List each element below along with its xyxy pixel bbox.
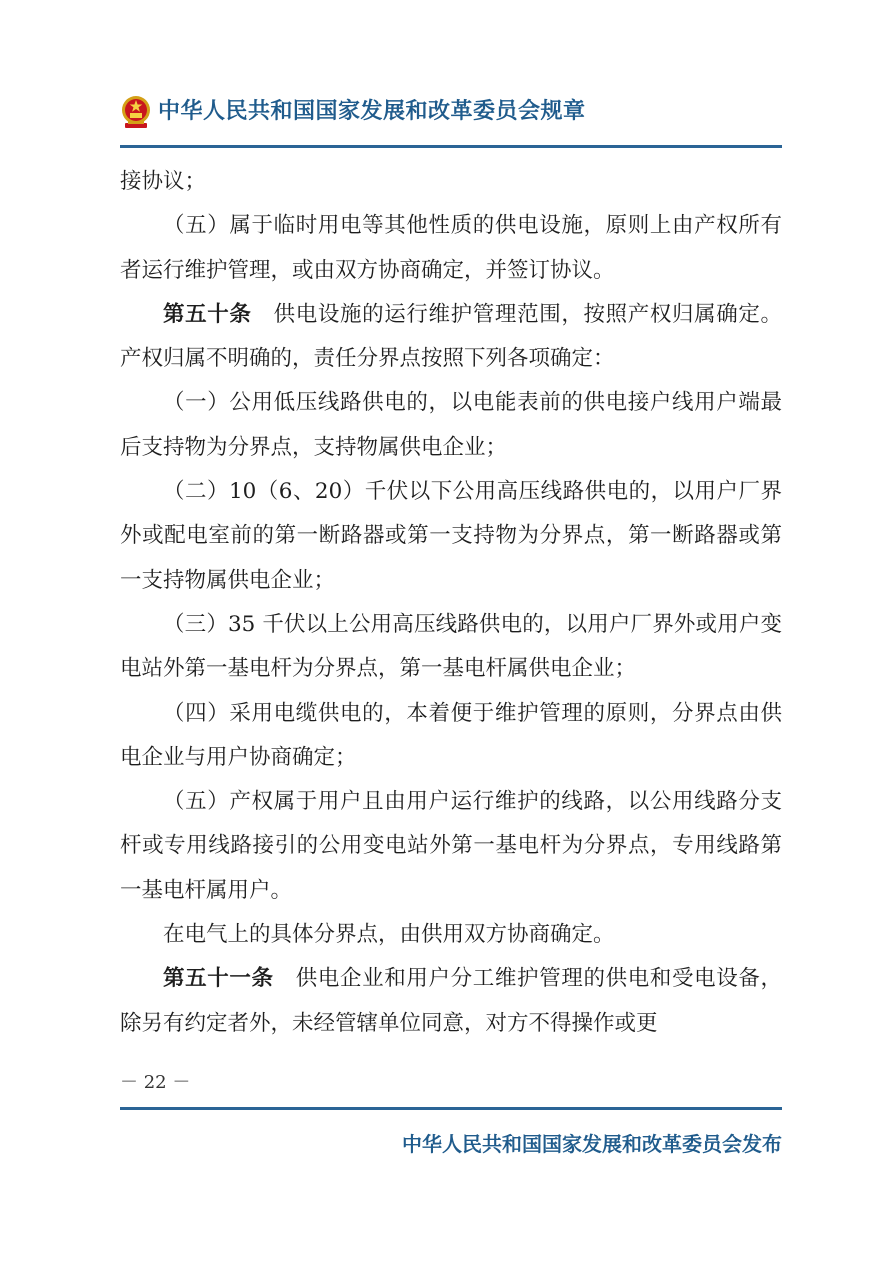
article-50 xyxy=(120,293,782,382)
paragraph: （五）产权属于用户且由用户运行维护的线路，以公用线路分支杆或专用线路接引的公用变电站外第一基电杆为分界点，专用线路第一基电杆属用户。 xyxy=(120,789,782,903)
header-divider xyxy=(120,145,782,148)
article-text: 供电设施的运行维护管理范围，按照产权归属确定。产权归属不明确的，责任分界点按照下列各项确定： xyxy=(120,301,782,372)
footer-divider xyxy=(120,1107,782,1110)
footer-publisher: 中华人民共和国国家发展和改革委员会发布 xyxy=(402,1132,782,1156)
article-51 xyxy=(120,957,782,1046)
paragraph: （二）10（6、20）千伏以下公用高压线路供电的，以用户厂界外或配电室前的第一断路器或第一支持物为分界点，第一断路器或第一支持物属供电企业； xyxy=(120,479,782,593)
article-text: 供电企业和用户分工维护管理的供电和受电设备，除另有约定者外，未经管辖单位同意，对方不得操作或更 xyxy=(120,966,782,1036)
paragraph: （四）采用电缆供电的，本着便于维护管理的原则，分界点由供电企业与用户协商确定； xyxy=(120,700,782,770)
header-title: 中华人民共和国国家发展和改革委员会规章 xyxy=(158,99,586,124)
article-number: 第五十一条 xyxy=(163,966,274,992)
paragraph: （五）属于临时用电等其他性质的供电设施，原则上由产权所有者运行维护管理，或由双方协商确定，并签订协议。 xyxy=(120,213,782,283)
page-header xyxy=(120,92,782,142)
paragraph: 接协议； xyxy=(120,169,207,194)
regulation-body xyxy=(120,160,782,1046)
article-number: 第五十条 xyxy=(163,301,252,327)
paragraph: （三）35 千伏以上公用高压线路供电的，以用户厂界外或用户变电站外第一基电杆为分界点，第一基电杆属供电企业； xyxy=(120,611,782,682)
paragraph: （一）公用低压线路供电的，以电能表前的供电接户线用户端最后支持物为分界点，支持物属供电企业； xyxy=(120,390,782,460)
national-emblem-icon xyxy=(120,94,152,130)
paragraph: 在电气上的具体分界点，由供用双方协商确定。 xyxy=(163,922,615,948)
page-number: － 22 － xyxy=(120,1072,191,1093)
